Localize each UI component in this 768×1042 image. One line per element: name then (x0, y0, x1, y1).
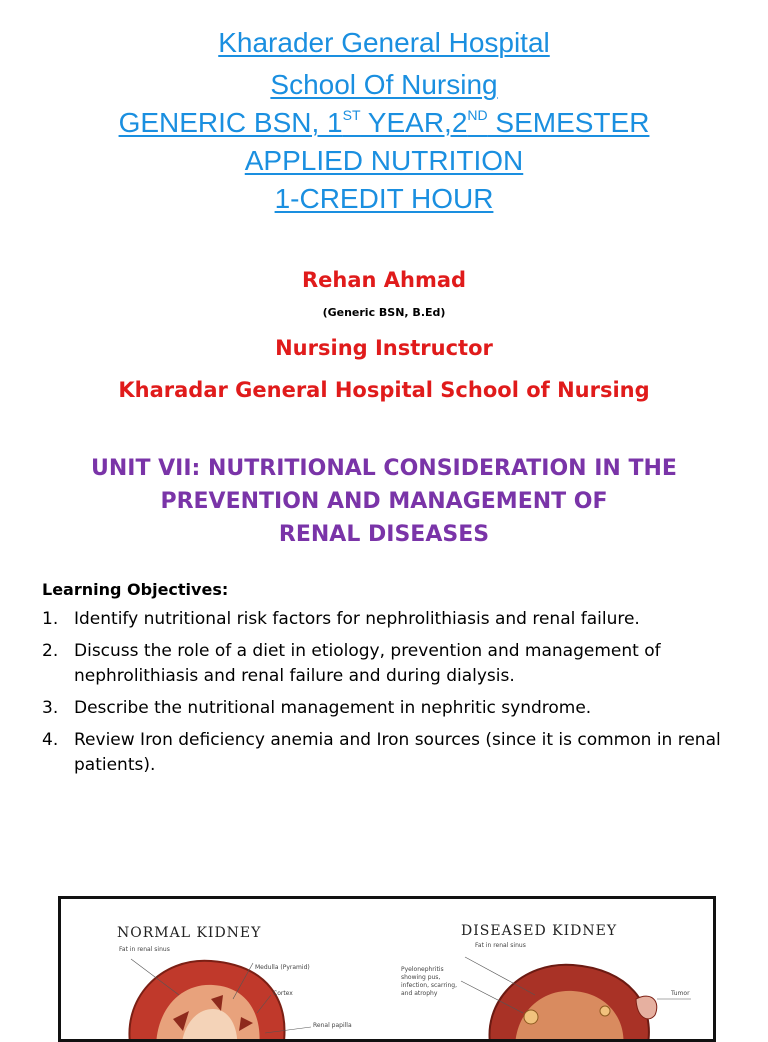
objective-number: 3. (42, 698, 59, 718)
program-suffix: SEMESTER (487, 107, 650, 138)
diseased-kidney-drawing (461, 957, 691, 1039)
objectives-list (42, 607, 732, 778)
normal-note-fat: Fat in renal sinus (119, 946, 170, 953)
credit-hours[interactable]: 1-CREDIT HOUR (274, 183, 494, 214)
hospital-name[interactable]: Kharader General Hospital (218, 27, 550, 58)
diseased-kidney-label: DISEASED KIDNEY (461, 923, 618, 939)
pyelo-line: infection, scarring, (401, 982, 457, 989)
unit-title (40, 452, 728, 551)
objective-number: 4. (42, 730, 59, 750)
objective-item (42, 728, 732, 778)
program-prefix: GENERIC BSN, 1 (118, 107, 343, 138)
normal-note-medulla: Medulla (Pyramid) (255, 964, 310, 971)
objective-item (42, 696, 732, 721)
document-header (0, 24, 768, 218)
pyelo-line: and atrophy (401, 990, 438, 997)
objective-text: Discuss the role of a diet in etiology, prevention and management of nephrolithiasis and renal failure and during dialysis. (74, 641, 661, 686)
program-mid: YEAR,2 (360, 107, 468, 138)
normal-kidney-drawing (129, 959, 311, 1039)
author-role: Nursing Instructor (275, 336, 493, 360)
program-sup-first: ST (342, 106, 361, 123)
course-name[interactable]: APPLIED NUTRITION (244, 145, 524, 176)
normal-note-papilla: Renal papilla (313, 1022, 352, 1029)
normal-note-cortex: Cortex (273, 990, 293, 997)
author-name: Rehan Ahmad (301, 268, 467, 292)
objectives-heading: Learning Objectives: (42, 580, 229, 599)
objective-item (42, 639, 732, 689)
normal-kidney-label: NORMAL KIDNEY (117, 925, 262, 941)
objective-text: Describe the nutritional management in nephritic syndrome. (74, 698, 592, 718)
diseased-kidney-abscess (600, 1006, 610, 1016)
kidney-illustration (61, 899, 713, 1039)
learning-objectives (42, 580, 732, 785)
author-institution: Kharadar General Hospital School of Nursing (118, 378, 650, 402)
program-line[interactable] (0, 104, 768, 142)
school-name[interactable]: School Of Nursing (270, 69, 498, 100)
unit-title-line-1: UNIT VII: NUTRITIONAL CONSIDERATION IN THE (91, 456, 677, 481)
diseased-note-fat: Fat in renal sinus (475, 942, 526, 949)
unit-title-line-3: RENAL DISEASES (278, 522, 490, 547)
objective-text: Review Iron deficiency anemia and Iron sources (since it is common in renal patients). (74, 730, 721, 775)
objective-item (42, 607, 732, 632)
objective-number: 1. (42, 609, 59, 629)
unit-title-line-2: PREVENTION AND MANAGEMENT OF (160, 489, 608, 514)
kidney-comparison-figure (58, 896, 716, 1042)
diseased-kidney-abscess (524, 1010, 538, 1024)
objective-text: Identify nutritional risk factors for nephrolithiasis and renal failure. (74, 609, 640, 629)
pyelo-line: showing pus, (401, 974, 441, 981)
author-credentials: (Generic BSN, B.Ed) (322, 306, 446, 319)
objective-number: 2. (42, 641, 59, 661)
diseased-note-tumor: Tumor (671, 990, 690, 997)
program-sup-second: ND (467, 106, 488, 123)
pyelo-line: Pyelonephritis (401, 966, 444, 973)
diseased-note-pyelonephritis (401, 966, 459, 997)
